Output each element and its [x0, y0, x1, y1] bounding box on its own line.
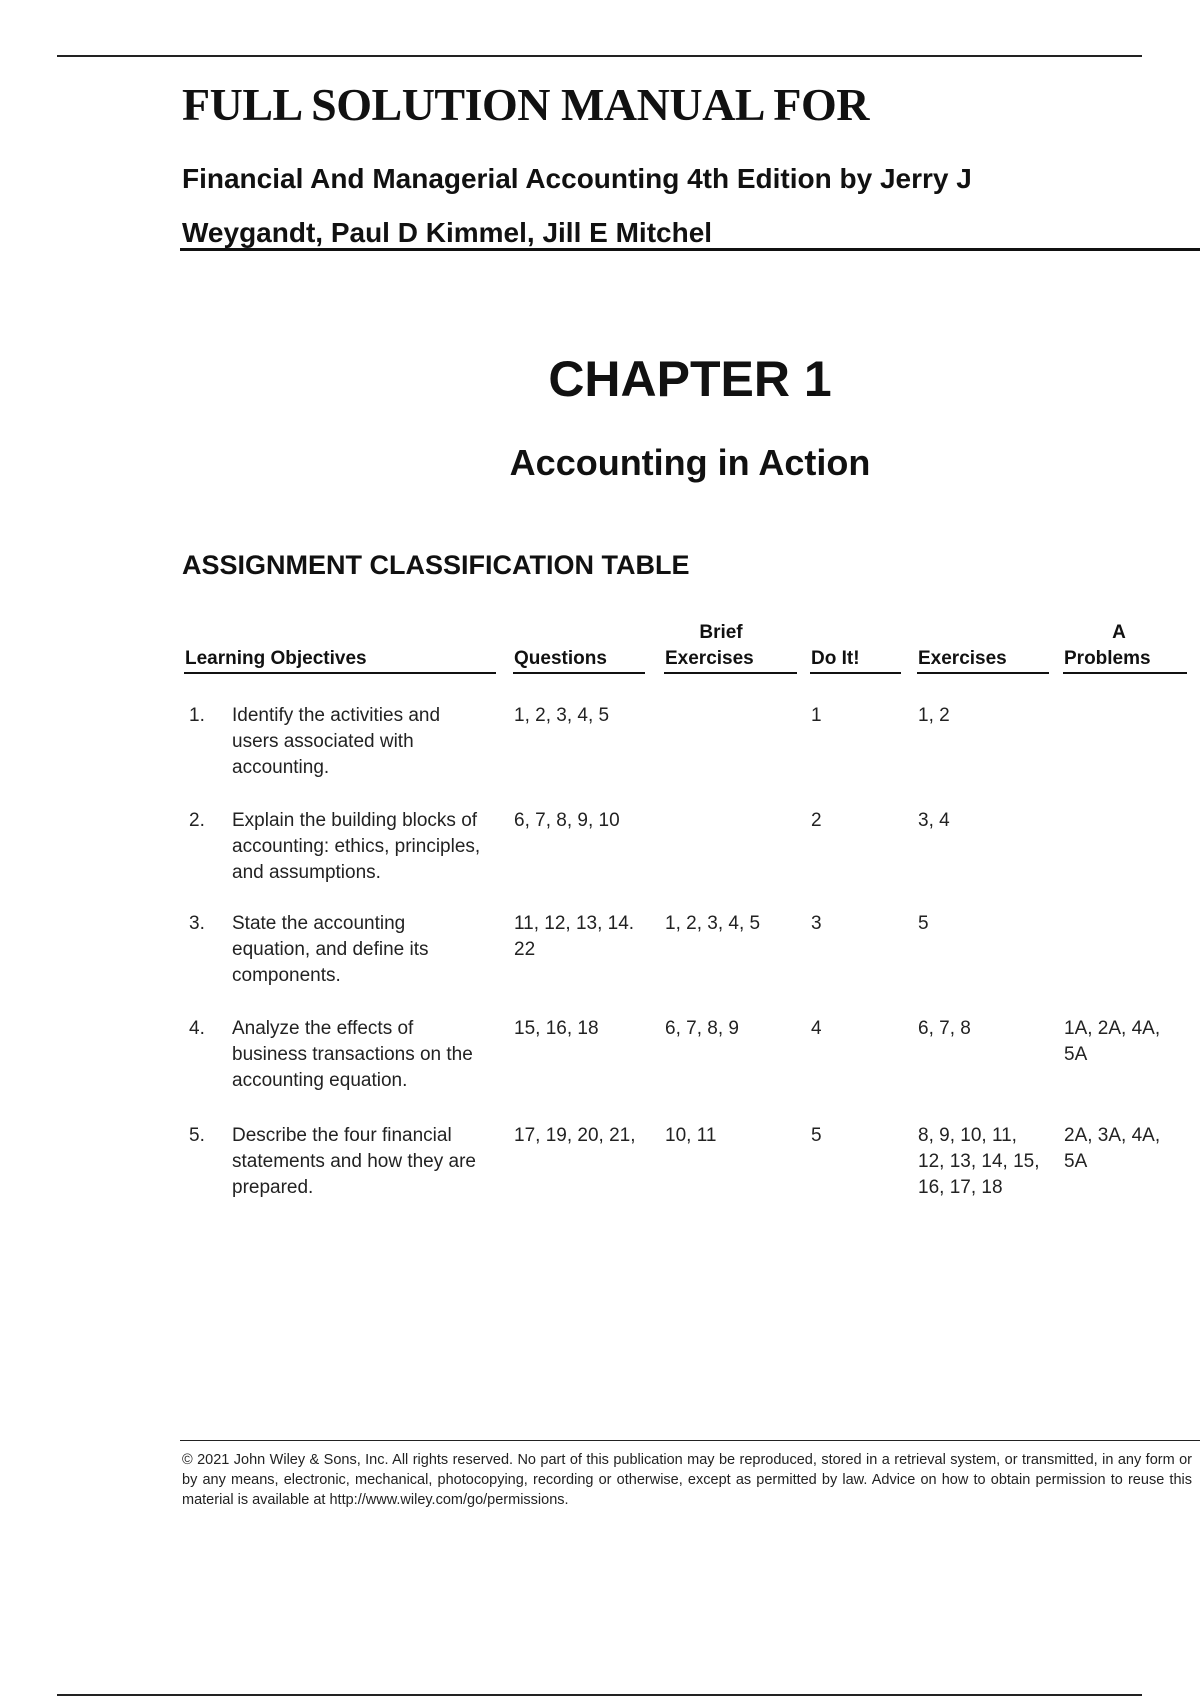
- objective-text: State the accounting: [232, 913, 406, 934]
- exercises-cell: 3, 4: [918, 810, 950, 831]
- objective-text: prepared.: [232, 1177, 314, 1198]
- chapter-subtitle: Accounting in Action: [509, 442, 871, 483]
- objective-text: accounting: ethics, principles,: [232, 836, 481, 857]
- doit-cell: 3: [811, 913, 822, 934]
- questions-cell: 1, 2, 3, 4, 5: [514, 705, 610, 726]
- header-exercises: Exercises: [918, 648, 1007, 669]
- header-brief-exercises: Exercises: [665, 648, 754, 669]
- header-problems: Problems: [1064, 648, 1151, 669]
- questions-cell: 15, 16, 18: [514, 1018, 599, 1039]
- section-heading: ASSIGNMENT CLASSIFICATION TABLE: [182, 550, 690, 580]
- brief-cell: 10, 11: [665, 1125, 717, 1146]
- objective-number: 5.: [189, 1125, 205, 1146]
- objective-text: users associated with: [232, 731, 414, 752]
- brief-cell: 1, 2, 3, 4, 5: [665, 913, 761, 934]
- chapter-title: CHAPTER 1: [548, 351, 832, 407]
- objective-text: Identify the activities and: [232, 705, 441, 726]
- objective-number: 3.: [189, 913, 205, 934]
- objective-text: business transactions on the: [232, 1044, 473, 1065]
- problems-cell: 2A, 3A, 4A,: [1064, 1125, 1161, 1146]
- book-title-line-1: Financial And Managerial Accounting 4th Edition by Jerry J: [182, 163, 972, 194]
- problems-cell: 1A, 2A, 4A,: [1064, 1018, 1161, 1039]
- questions-cell: 11, 12, 13, 14.: [514, 913, 635, 934]
- header-underline: [664, 672, 797, 674]
- bottom-rule: [57, 1694, 1142, 1696]
- objective-text: Describe the four financial: [232, 1125, 452, 1146]
- exercises-cell: 8, 9, 10, 11,: [918, 1125, 1017, 1146]
- exercises-cell: 16, 17, 18: [918, 1177, 1003, 1198]
- header-brief-top: Brief: [699, 622, 743, 643]
- footer-rule: [180, 1440, 1200, 1441]
- problems-cell: 5A: [1064, 1044, 1088, 1065]
- title-rule: [180, 248, 1200, 251]
- header-underline: [917, 672, 1049, 674]
- objective-text: Analyze the effects of: [232, 1018, 414, 1039]
- questions-cell: 17, 19, 20, 21,: [514, 1125, 636, 1146]
- objective-text: accounting equation.: [232, 1070, 408, 1091]
- book-title: [182, 152, 1182, 260]
- objective-text: components.: [232, 965, 341, 986]
- doit-cell: 5: [811, 1125, 822, 1146]
- questions-cell: 22: [514, 939, 536, 960]
- exercises-cell: 5: [918, 913, 929, 934]
- header-questions: Questions: [514, 648, 607, 669]
- header-underline: [513, 672, 645, 674]
- objective-number: 1.: [189, 705, 205, 726]
- doit-cell: 4: [811, 1018, 822, 1039]
- objective-number: 4.: [189, 1018, 205, 1039]
- copyright-notice: © 2021 John Wiley & Sons, Inc. All rights reserved. No part of this publication may be reproduced, stored in a retrieval system, or transmitted, in any form or by any means, electronic, mechanical, photocopying, recording or otherwise, except as permitted by law. Advice on how to obtain permission to reuse this material is available at http://www.wiley.com/go/permissions.: [182, 1452, 1192, 1508]
- objective-text: Explain the building blocks of: [232, 810, 478, 831]
- objective-text: statements and how they are: [232, 1151, 476, 1172]
- header-learning-objectives: Learning Objectives: [185, 648, 367, 669]
- book-title-line-2: Weygandt, Paul D Kimmel, Jill E Mitchel: [182, 217, 713, 248]
- objective-text: and assumptions.: [232, 862, 381, 883]
- objective-text: equation, and define its: [232, 939, 429, 960]
- top-rule: [57, 55, 1142, 57]
- exercises-cell: 12, 13, 14, 15,: [918, 1151, 1040, 1172]
- exercises-cell: 1, 2: [918, 705, 950, 726]
- header-problems-top: A: [1112, 622, 1126, 643]
- questions-cell: 6, 7, 8, 9, 10: [514, 810, 620, 831]
- brief-cell: 6, 7, 8, 9: [665, 1018, 739, 1039]
- header-underline: [810, 672, 901, 674]
- doit-cell: 2: [811, 810, 822, 831]
- doit-cell: 1: [811, 705, 822, 726]
- exercises-cell: 6, 7, 8: [918, 1018, 971, 1039]
- problems-cell: 5A: [1064, 1151, 1088, 1172]
- header-underline: [184, 672, 496, 674]
- header-underline: [1063, 672, 1187, 674]
- manual-title: FULL SOLUTION MANUAL FOR: [182, 79, 870, 130]
- objective-text: accounting.: [232, 757, 330, 778]
- header-do-it: Do It!: [811, 648, 860, 669]
- objective-number: 2.: [189, 810, 205, 831]
